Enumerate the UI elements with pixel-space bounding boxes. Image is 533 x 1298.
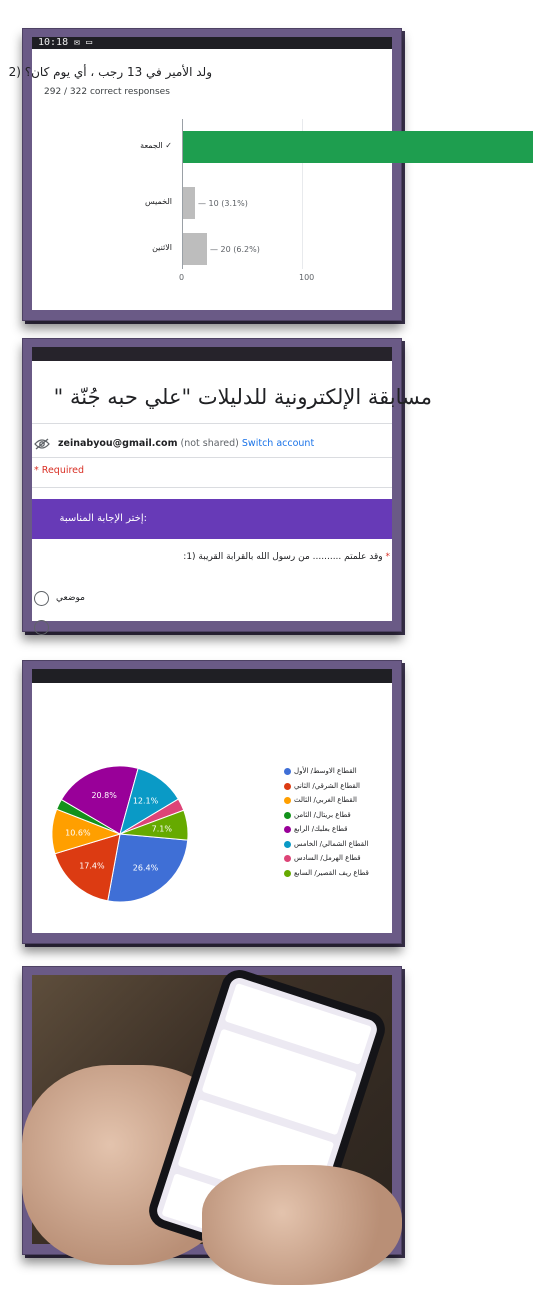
option-radio[interactable]: [34, 620, 49, 635]
option-radio[interactable]: [34, 591, 49, 606]
legend-label: قطاع بريتال/ الثامن: [294, 810, 351, 819]
legend-marker: [284, 812, 291, 819]
bar-value-label: — 10 (3.1%): [198, 199, 248, 208]
screenshot-frame-photo: [22, 966, 402, 1255]
pie-slice-label: 20.8%: [91, 790, 117, 800]
status-time: 10:18: [38, 37, 69, 48]
legend-label: قطاع الهرمل/ السادس: [294, 854, 361, 862]
legend-label: القطاع الشمالي/ الخامس: [294, 839, 369, 848]
question-text: [183, 552, 390, 562]
photo: [32, 975, 392, 1244]
bar-label: الخميس: [144, 197, 172, 206]
pie-slice-label: 12.1%: [132, 796, 159, 806]
tick-label: 0: [179, 273, 185, 282]
bar: [183, 233, 207, 265]
bar-value-label: — 20 (6.2%): [210, 245, 260, 254]
divider: [32, 457, 392, 458]
bar: [183, 131, 533, 163]
tick-label: 100: [299, 273, 315, 282]
results-screen: [8, 37, 392, 310]
legend-marker: [284, 783, 291, 790]
screenshot-frame-results: [8, 28, 402, 321]
not-shared-label: (not shared): [180, 438, 239, 449]
question-title: ولد الأمير في 13 رجب ، أي يوم كان؟ (2: [8, 65, 212, 79]
legend-marker: [284, 826, 291, 833]
legend-marker: [284, 855, 291, 862]
bar-label: ✓ الجمعة: [140, 141, 172, 150]
form-screen: [32, 347, 432, 621]
form-title: مسابقة الإلكترونية للدليلات "علي حبه جُنّة ": [53, 385, 432, 409]
divider: [32, 487, 392, 488]
pie-slice-label: 17.4%: [79, 861, 105, 871]
divider: [32, 423, 392, 424]
account-email: zeinabyou@gmail.com: [58, 438, 178, 449]
legend-label: القطاع الشرقي/ الثاني: [294, 781, 360, 790]
pie-slice-label: 7.1%: [151, 824, 172, 834]
legend-label: القطاع الاوسط/ الأول: [294, 767, 357, 775]
legend-label: قطاع ريف القصير/ السابع: [294, 868, 369, 877]
legend-marker: [284, 870, 291, 877]
switch-account-link[interactable]: Switch account: [241, 438, 315, 449]
eye-off-icon: [34, 438, 50, 453]
top-bar: [32, 347, 392, 361]
screenshot-frame-form: [22, 338, 432, 632]
status-bar: 10:18 ✉ ▭: [32, 37, 392, 49]
legend-label: القطاع الغربي/ الثالث: [294, 796, 357, 804]
pie-slice-label: 10.6%: [65, 828, 91, 838]
legend-marker: [284, 841, 291, 848]
section-header: :إختر الإجابة المناسبة: [32, 499, 392, 539]
legend-label: قطاع بعلبك/ الرابع: [294, 825, 348, 833]
hand-right: [202, 1165, 402, 1285]
pie-slice-label: 26.4%: [132, 863, 159, 873]
legend-marker: [284, 797, 291, 804]
required-star: *: [385, 552, 390, 562]
pie-chart: [50, 764, 190, 904]
screenshot-frame-pie: [22, 660, 402, 944]
required-note: * Required: [34, 465, 85, 476]
bar: [183, 187, 195, 219]
option-label: موضعي: [56, 593, 85, 603]
legend-marker: [284, 768, 291, 775]
correct-responses-count: 292 / 322 correct responses: [44, 87, 170, 97]
account-line: [58, 438, 314, 449]
pie-screen: [32, 669, 392, 933]
bar-label: الاثنين: [152, 243, 172, 252]
question-label: وقد علمتم .......... من رسول الله بالقرابة القريبة (1:: [183, 552, 383, 562]
top-bar: [32, 669, 392, 683]
